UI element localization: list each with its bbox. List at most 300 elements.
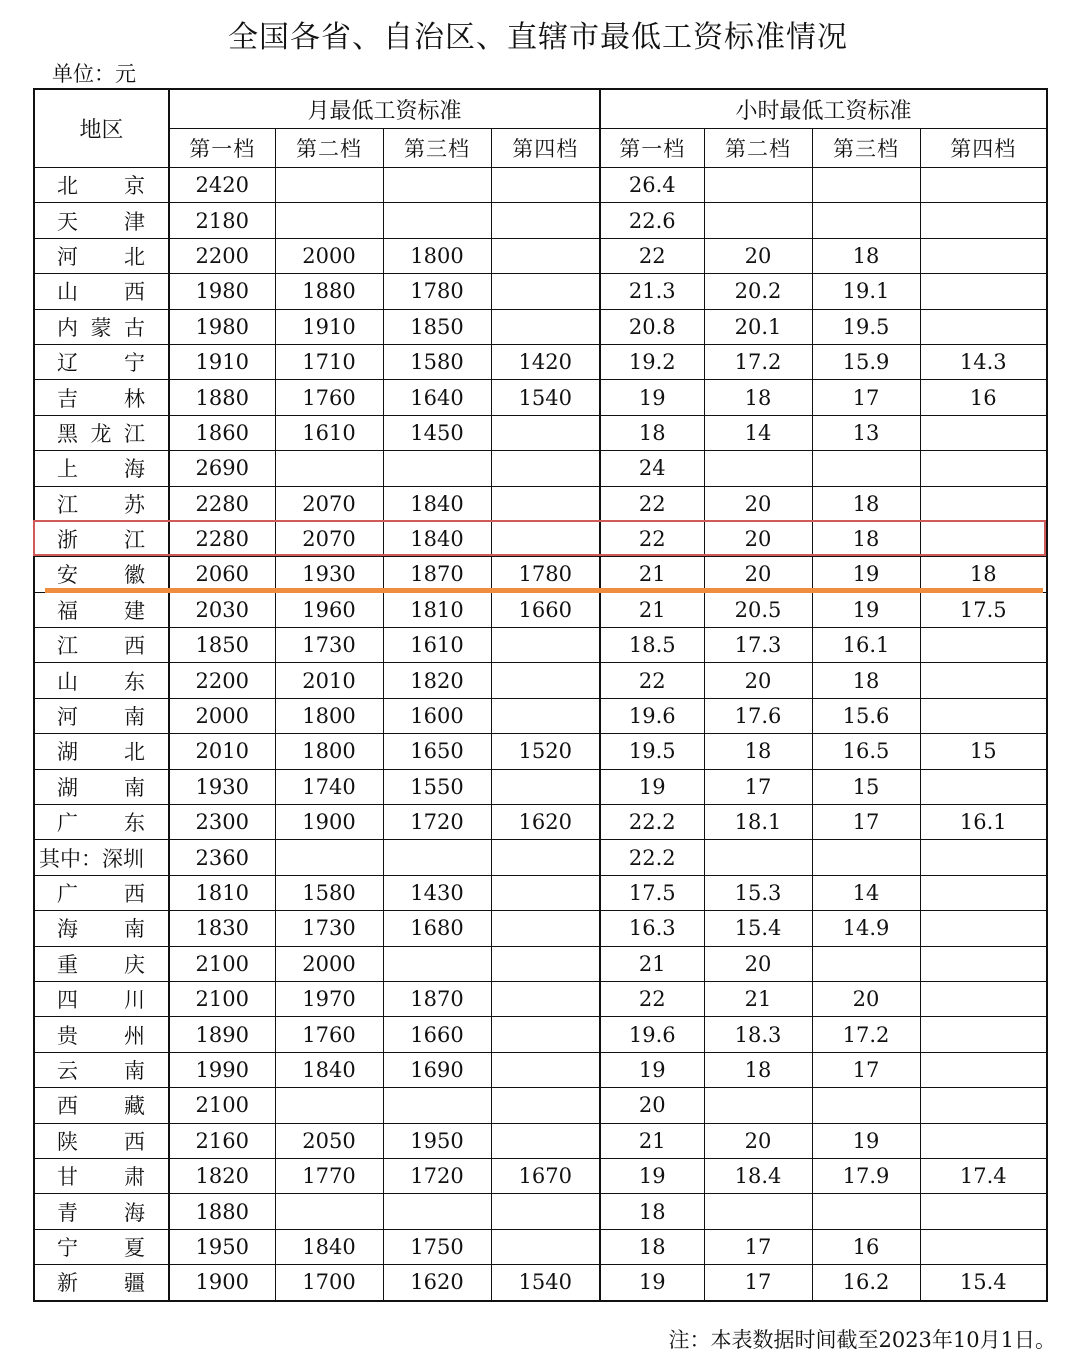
hourly-tier-1-cell: 16.3: [600, 911, 704, 946]
hourly-tier-3-cell: [812, 168, 920, 203]
region-cell: [34, 946, 169, 981]
region-label: 河 北: [57, 244, 145, 269]
monthly-tier-3-cell: 1780: [383, 274, 491, 309]
region-label: 新 疆: [57, 1271, 145, 1296]
monthly-tier-4-cell: [491, 698, 600, 733]
region-cell: [34, 380, 169, 415]
hourly-tier-3-cell: [812, 840, 920, 875]
monthly-tier-1-cell: 1980: [169, 274, 275, 309]
monthly-tier-4-cell: 1520: [491, 734, 600, 769]
hourly-tier-4-cell: [920, 1017, 1047, 1052]
region-cell: [34, 168, 169, 203]
hourly-tier-3-cell: 19: [812, 557, 920, 592]
hourly-tier-1-cell: 22.6: [600, 203, 704, 238]
monthly-tier-1-cell: 1820: [169, 1158, 275, 1193]
region-cell: [34, 1052, 169, 1087]
hourly-tier-3-cell: [812, 1194, 920, 1229]
table-row: [34, 238, 1047, 273]
table-row: [34, 1123, 1047, 1158]
table-row: [34, 1229, 1047, 1264]
monthly-tier-4-cell: [491, 981, 600, 1016]
region-cell: [34, 769, 169, 804]
monthly-tier-2-header: 第二档: [275, 129, 383, 168]
hourly-tier-1-cell: 19.6: [600, 1017, 704, 1052]
monthly-tier-2-cell: 1900: [275, 805, 383, 840]
monthly-tier-1-cell: 1980: [169, 309, 275, 344]
hourly-tier-1-cell: 18: [600, 415, 704, 450]
hourly-tier-4-cell: 18: [920, 557, 1047, 592]
hourly-tier-1-cell: 22: [600, 486, 704, 521]
monthly-tier-1-cell: 2360: [169, 840, 275, 875]
table-row: [34, 592, 1047, 627]
hourly-tier-1-cell: 18.5: [600, 628, 704, 663]
hourly-tier-2-cell: 17.3: [704, 628, 812, 663]
hourly-tier-3-cell: 15: [812, 769, 920, 804]
region-label: 四 川: [57, 988, 145, 1013]
hourly-tier-2-cell: 20: [704, 521, 812, 556]
table-row: [34, 1158, 1047, 1193]
monthly-tier-3-cell: 1690: [383, 1052, 491, 1087]
monthly-tier-3-cell: 1610: [383, 628, 491, 663]
hourly-tier-4-cell: 17.5: [920, 592, 1047, 627]
table-row: [34, 875, 1047, 910]
monthly-tier-3-cell: 1620: [383, 1265, 491, 1301]
hourly-tier-3-cell: [812, 451, 920, 486]
hourly-tier-3-cell: 16.2: [812, 1265, 920, 1301]
monthly-tier-4-cell: 1670: [491, 1158, 600, 1193]
region-label: 重 庆: [57, 952, 145, 977]
table-row: [34, 486, 1047, 521]
hourly-tier-1-cell: 19.2: [600, 344, 704, 379]
hourly-tier-4-cell: [920, 274, 1047, 309]
monthly-tier-2-cell: 1800: [275, 698, 383, 733]
hourly-tier-2-cell: 18: [704, 1052, 812, 1087]
monthly-tier-2-cell: 1760: [275, 380, 383, 415]
monthly-tier-1-cell: 1880: [169, 1194, 275, 1229]
hourly-tier-3-cell: 15.6: [812, 698, 920, 733]
monthly-tier-1-cell: 2060: [169, 557, 275, 592]
monthly-tier-3-cell: 1720: [383, 1158, 491, 1193]
region-label: 广 东: [57, 811, 145, 836]
hourly-tier-3-cell: 17: [812, 1052, 920, 1087]
monthly-tier-1-cell: 2100: [169, 1088, 275, 1123]
monthly-tier-4-cell: [491, 663, 600, 698]
monthly-tier-1-cell: 2280: [169, 521, 275, 556]
hourly-tier-2-cell: 20: [704, 946, 812, 981]
hourly-tier-1-cell: 22: [600, 238, 704, 273]
hourly-tier-2-cell: 20: [704, 238, 812, 273]
region-label: 陕 西: [57, 1129, 145, 1154]
monthly-tier-3-cell: [383, 840, 491, 875]
hourly-tier-2-cell: 17.6: [704, 698, 812, 733]
monthly-tier-1-cell: 1950: [169, 1229, 275, 1264]
monthly-tier-3-cell: [383, 168, 491, 203]
region-label: 上 海: [57, 457, 145, 482]
hourly-tier-1-cell: 18: [600, 1229, 704, 1264]
hourly-tier-4-cell: [920, 840, 1047, 875]
table-row: [34, 1052, 1047, 1087]
monthly-tier-3-cell: [383, 203, 491, 238]
monthly-tier-4-cell: 1620: [491, 805, 600, 840]
hourly-tier-4-cell: [920, 628, 1047, 663]
hourly-tier-3-cell: 20: [812, 981, 920, 1016]
table-row: [34, 698, 1047, 733]
monthly-tier-3-cell: [383, 451, 491, 486]
monthly-tier-2-cell: [275, 451, 383, 486]
hourly-tier-1-cell: 19: [600, 769, 704, 804]
hourly-tier-1-cell: 22: [600, 981, 704, 1016]
monthly-tier-3-cell: [383, 946, 491, 981]
monthly-tier-4-cell: [491, 238, 600, 273]
footnote: 注：本表数据时间截至2023年10月1日。: [668, 1328, 1056, 1352]
hourly-tier-1-cell: 21: [600, 1123, 704, 1158]
monthly-tier-4-cell: [491, 911, 600, 946]
hourly-tier-4-cell: [920, 451, 1047, 486]
region-label: 吉 林: [57, 386, 145, 411]
table-row: [34, 1265, 1047, 1301]
monthly-tier-4-cell: [491, 274, 600, 309]
hourly-tier-1-cell: 18: [600, 1194, 704, 1229]
monthly-tier-4-cell: [491, 521, 600, 556]
monthly-tier-1-cell: 2200: [169, 238, 275, 273]
hourly-tier-2-cell: [704, 840, 812, 875]
hourly-tier-1-cell: 19.5: [600, 734, 704, 769]
monthly-tier-2-cell: [275, 1194, 383, 1229]
monthly-tier-4-cell: [491, 415, 600, 450]
hourly-tier-2-cell: 20: [704, 1123, 812, 1158]
monthly-tier-3-cell: 1840: [383, 486, 491, 521]
hourly-tier-3-cell: 17: [812, 380, 920, 415]
hourly-tier-4-cell: [920, 1229, 1047, 1264]
monthly-tier-1-cell: 2100: [169, 946, 275, 981]
monthly-tier-2-cell: 2000: [275, 238, 383, 273]
monthly-tier-2-cell: 1970: [275, 981, 383, 1016]
monthly-tier-4-cell: [491, 628, 600, 663]
monthly-tier-3-cell: 1950: [383, 1123, 491, 1158]
hourly-tier-3-header: 第三档: [812, 129, 920, 168]
region-label: 山 东: [57, 669, 145, 694]
hourly-tier-1-cell: 26.4: [600, 168, 704, 203]
region-column-header: 地区: [34, 89, 169, 168]
table-row: [34, 946, 1047, 981]
table-row: [34, 840, 1047, 875]
monthly-tier-2-cell: 1880: [275, 274, 383, 309]
region-label: 其中：深圳: [39, 846, 144, 871]
hourly-tier-3-cell: 19.5: [812, 309, 920, 344]
monthly-tier-3-cell: 1640: [383, 380, 491, 415]
table-row: [34, 415, 1047, 450]
region-cell: [34, 911, 169, 946]
monthly-tier-2-cell: 2050: [275, 1123, 383, 1158]
region-label: 西 藏: [57, 1094, 145, 1119]
monthly-group-header: 月最低工资标准: [169, 89, 600, 129]
hourly-tier-3-cell: 18: [812, 238, 920, 273]
monthly-tier-1-cell: 1880: [169, 380, 275, 415]
region-cell: [34, 698, 169, 733]
hourly-tier-4-cell: 16.1: [920, 805, 1047, 840]
monthly-tier-1-cell: 2180: [169, 203, 275, 238]
hourly-tier-4-cell: [920, 698, 1047, 733]
monthly-tier-1-cell: 1890: [169, 1017, 275, 1052]
table-row: [34, 521, 1047, 556]
monthly-tier-4-cell: 1540: [491, 1265, 600, 1301]
hourly-tier-1-cell: 19: [600, 1265, 704, 1301]
monthly-tier-3-cell: 1430: [383, 875, 491, 910]
region-cell: [34, 309, 169, 344]
hourly-tier-4-cell: [920, 1052, 1047, 1087]
hourly-tier-1-cell: 21.3: [600, 274, 704, 309]
monthly-tier-4-cell: 1540: [491, 380, 600, 415]
region-cell: [34, 486, 169, 521]
monthly-tier-4-cell: [491, 309, 600, 344]
table-row: [34, 168, 1047, 203]
region-cell: [34, 203, 169, 238]
monthly-tier-3-cell: [383, 1194, 491, 1229]
hourly-tier-1-cell: 19: [600, 1158, 704, 1193]
hourly-tier-2-cell: 21: [704, 981, 812, 1016]
monthly-tier-3-cell: 1580: [383, 344, 491, 379]
table-row: [34, 309, 1047, 344]
region-label: 内蒙古: [57, 315, 145, 340]
monthly-tier-1-cell: 2160: [169, 1123, 275, 1158]
region-label: 黑龙江: [57, 421, 145, 446]
hourly-tier-4-cell: [920, 203, 1047, 238]
region-label: 山 西: [57, 280, 145, 305]
region-label: 海 南: [57, 917, 145, 942]
hourly-tier-3-cell: 18: [812, 486, 920, 521]
hourly-tier-4-cell: [920, 415, 1047, 450]
region-label: 湖 南: [57, 775, 145, 800]
monthly-tier-2-cell: 1930: [275, 557, 383, 592]
region-cell: [34, 663, 169, 698]
region-cell: [34, 1088, 169, 1123]
monthly-tier-3-cell: 1870: [383, 557, 491, 592]
monthly-tier-4-cell: [491, 486, 600, 521]
region-label: 浙 江: [57, 528, 145, 553]
region-cell: [34, 628, 169, 663]
region-cell: [34, 451, 169, 486]
table-row: [34, 628, 1047, 663]
monthly-tier-4-cell: [491, 840, 600, 875]
monthly-tier-3-cell: 1660: [383, 1017, 491, 1052]
monthly-tier-1-cell: 2010: [169, 734, 275, 769]
monthly-tier-4-cell: 1420: [491, 344, 600, 379]
hourly-tier-3-cell: 17: [812, 805, 920, 840]
hourly-tier-1-cell: 21: [600, 946, 704, 981]
table-row: [34, 203, 1047, 238]
monthly-tier-3-cell: 1840: [383, 521, 491, 556]
monthly-tier-1-cell: 2100: [169, 981, 275, 1016]
hourly-tier-3-cell: [812, 203, 920, 238]
table-row: [34, 380, 1047, 415]
monthly-tier-4-cell: [491, 1088, 600, 1123]
monthly-tier-1-cell: 2200: [169, 663, 275, 698]
hourly-tier-3-cell: 13: [812, 415, 920, 450]
monthly-tier-2-cell: 1840: [275, 1052, 383, 1087]
monthly-tier-2-cell: 1910: [275, 309, 383, 344]
region-label: 福 建: [57, 598, 145, 623]
table-row: [34, 981, 1047, 1016]
hourly-tier-3-cell: 17.9: [812, 1158, 920, 1193]
hourly-tier-4-cell: [920, 1194, 1047, 1229]
unit-label: 单位：元: [52, 62, 136, 86]
monthly-tier-2-cell: 1770: [275, 1158, 383, 1193]
region-cell: [34, 875, 169, 910]
hourly-tier-1-cell: 20: [600, 1088, 704, 1123]
hourly-tier-1-cell: 22.2: [600, 805, 704, 840]
monthly-tier-1-cell: 2030: [169, 592, 275, 627]
monthly-tier-1-cell: 1860: [169, 415, 275, 450]
hourly-tier-2-cell: 20: [704, 663, 812, 698]
region-label: 青 海: [57, 1200, 145, 1225]
monthly-tier-4-header: 第四档: [491, 129, 600, 168]
hourly-tier-4-cell: 15.4: [920, 1265, 1047, 1301]
monthly-tier-4-cell: [491, 1194, 600, 1229]
monthly-tier-4-cell: [491, 1052, 600, 1087]
hourly-tier-1-cell: 17.5: [600, 875, 704, 910]
hourly-tier-4-cell: [920, 1123, 1047, 1158]
hourly-tier-2-cell: [704, 1088, 812, 1123]
monthly-tier-3-cell: 1550: [383, 769, 491, 804]
monthly-tier-3-cell: 1600: [383, 698, 491, 733]
hourly-tier-1-cell: 19: [600, 380, 704, 415]
monthly-tier-3-cell: [383, 1088, 491, 1123]
region-label: 云 南: [57, 1058, 145, 1083]
monthly-tier-2-cell: 1710: [275, 344, 383, 379]
monthly-tier-2-cell: [275, 203, 383, 238]
monthly-tier-3-cell: 1800: [383, 238, 491, 273]
monthly-tier-1-cell: 1850: [169, 628, 275, 663]
hourly-tier-2-header: 第二档: [704, 129, 812, 168]
monthly-tier-3-cell: 1650: [383, 734, 491, 769]
region-label: 甘 肃: [57, 1165, 145, 1190]
monthly-tier-2-cell: [275, 1088, 383, 1123]
region-cell: [34, 1017, 169, 1052]
hourly-tier-2-cell: 18.4: [704, 1158, 812, 1193]
hourly-tier-4-cell: [920, 1088, 1047, 1123]
hourly-tier-3-cell: [812, 946, 920, 981]
hourly-tier-4-cell: [920, 238, 1047, 273]
monthly-tier-1-cell: 1830: [169, 911, 275, 946]
table-row: [34, 1194, 1047, 1229]
monthly-tier-4-cell: [491, 875, 600, 910]
hourly-tier-2-cell: 20.2: [704, 274, 812, 309]
hourly-tier-4-header: 第四档: [920, 129, 1047, 168]
hourly-tier-2-cell: 20.1: [704, 309, 812, 344]
monthly-tier-4-cell: 1780: [491, 557, 600, 592]
hourly-tier-2-cell: [704, 451, 812, 486]
hourly-tier-2-cell: 17.2: [704, 344, 812, 379]
hourly-tier-2-cell: 14: [704, 415, 812, 450]
hourly-tier-3-cell: 14.9: [812, 911, 920, 946]
monthly-tier-2-cell: 1760: [275, 1017, 383, 1052]
monthly-tier-4-cell: [491, 1229, 600, 1264]
hourly-tier-4-cell: [920, 168, 1047, 203]
hourly-tier-3-cell: 18: [812, 521, 920, 556]
region-cell: [34, 1194, 169, 1229]
monthly-tier-1-cell: 1910: [169, 344, 275, 379]
hourly-tier-3-cell: 16.1: [812, 628, 920, 663]
hourly-tier-1-cell: 21: [600, 557, 704, 592]
table-row: [34, 344, 1047, 379]
region-cell: [34, 557, 169, 592]
hourly-tier-4-cell: [920, 875, 1047, 910]
monthly-tier-4-cell: [491, 1017, 600, 1052]
hourly-tier-3-cell: 16: [812, 1229, 920, 1264]
monthly-tier-2-cell: 1730: [275, 628, 383, 663]
monthly-tier-3-cell: 1870: [383, 981, 491, 1016]
region-label: 安 徽: [57, 563, 145, 588]
monthly-tier-1-cell: 2000: [169, 698, 275, 733]
hourly-tier-4-cell: [920, 769, 1047, 804]
hourly-tier-2-cell: 15.3: [704, 875, 812, 910]
monthly-tier-2-cell: 2000: [275, 946, 383, 981]
monthly-tier-2-cell: 1740: [275, 769, 383, 804]
region-cell: [34, 805, 169, 840]
hourly-tier-2-cell: 15.4: [704, 911, 812, 946]
region-cell: [34, 238, 169, 273]
monthly-tier-1-cell: 2690: [169, 451, 275, 486]
hourly-tier-3-cell: 19: [812, 1123, 920, 1158]
hourly-tier-1-cell: 19: [600, 1052, 704, 1087]
hourly-tier-3-cell: [812, 1088, 920, 1123]
hourly-tier-2-cell: [704, 203, 812, 238]
region-label: 广 西: [57, 882, 145, 906]
hourly-tier-2-cell: 20: [704, 557, 812, 592]
hourly-tier-1-cell: 19.6: [600, 698, 704, 733]
hourly-tier-2-cell: 17: [704, 769, 812, 804]
region-label: 江 苏: [57, 492, 145, 517]
monthly-tier-3-cell: 1850: [383, 309, 491, 344]
monthly-tier-1-cell: 1810: [169, 875, 275, 910]
monthly-tier-4-cell: [491, 451, 600, 486]
hourly-tier-2-cell: 20.5: [704, 592, 812, 627]
monthly-tier-2-cell: 1730: [275, 911, 383, 946]
hourly-tier-4-cell: 14.3: [920, 344, 1047, 379]
monthly-tier-2-cell: 1800: [275, 734, 383, 769]
region-cell: [34, 521, 169, 556]
monthly-tier-3-cell: 1680: [383, 911, 491, 946]
hourly-tier-1-cell: 21: [600, 592, 704, 627]
region-cell: [34, 415, 169, 450]
monthly-tier-2-cell: 1840: [275, 1229, 383, 1264]
hourly-tier-4-cell: [920, 981, 1047, 1016]
hourly-tier-3-cell: 19.1: [812, 274, 920, 309]
monthly-tier-3-header: 第三档: [383, 129, 491, 168]
region-label: 湖 北: [57, 740, 145, 765]
monthly-tier-1-cell: 1990: [169, 1052, 275, 1087]
hourly-tier-4-cell: [920, 486, 1047, 521]
monthly-tier-1-header: 第一档: [169, 129, 275, 168]
table-row: [34, 557, 1047, 592]
table-row: [34, 911, 1047, 946]
monthly-tier-2-cell: 1580: [275, 875, 383, 910]
hourly-tier-2-cell: 17: [704, 1229, 812, 1264]
monthly-tier-2-cell: 1960: [275, 592, 383, 627]
region-label: 江 西: [57, 634, 145, 659]
table-row: [34, 1088, 1047, 1123]
monthly-tier-1-cell: 2420: [169, 168, 275, 203]
region-cell: [34, 1229, 169, 1264]
monthly-tier-2-cell: 2070: [275, 486, 383, 521]
monthly-tier-1-cell: 1930: [169, 769, 275, 804]
monthly-tier-4-cell: [491, 769, 600, 804]
monthly-tier-4-cell: [491, 203, 600, 238]
hourly-tier-1-cell: 20.8: [600, 309, 704, 344]
table-row: [34, 663, 1047, 698]
monthly-tier-2-cell: [275, 168, 383, 203]
region-cell: [34, 592, 169, 627]
